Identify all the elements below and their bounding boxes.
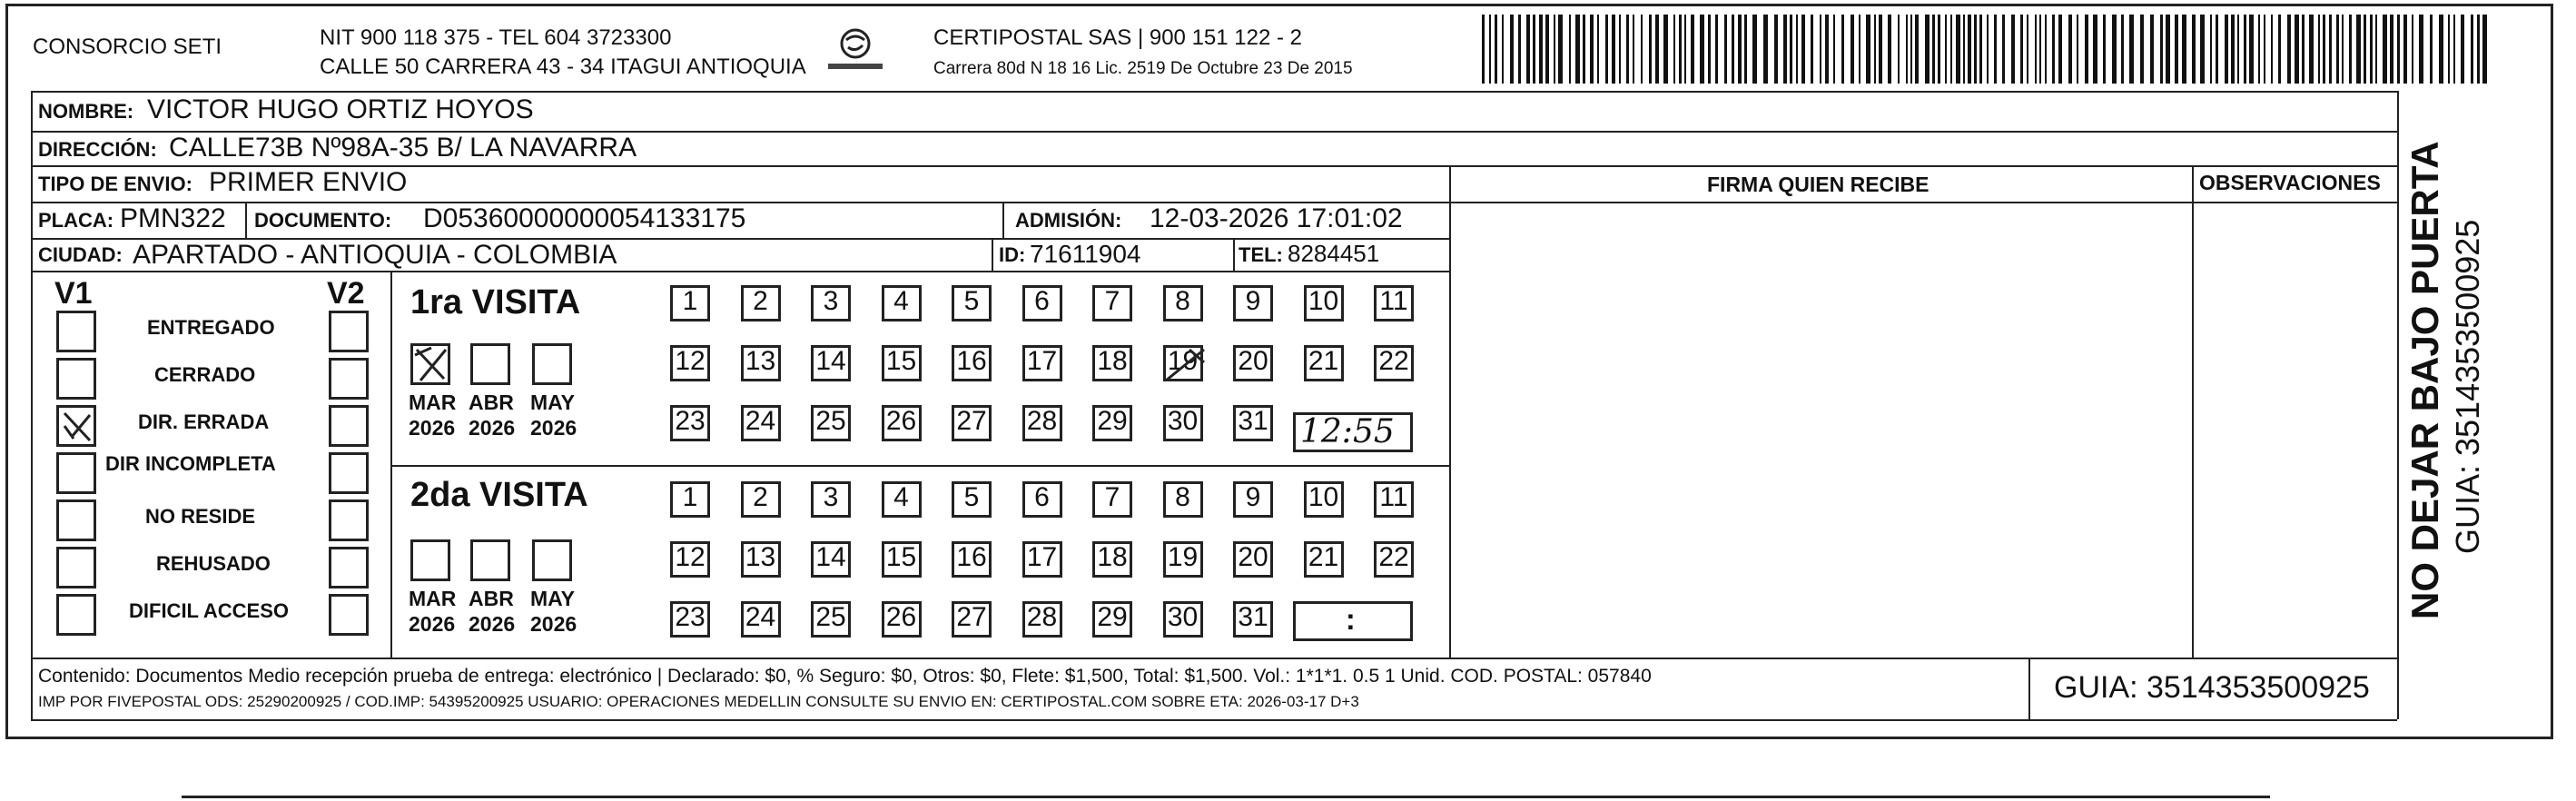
nit-line: NIT 900 118 375 - TEL 604 3723300: [320, 25, 672, 50]
company-address: CALLE 50 CARRERA 43 - 34 ITAGUI ANTIOQUIA: [320, 54, 806, 79]
shipment-type: PRIMER ENVIO: [209, 167, 408, 197]
day-number: 2: [753, 482, 768, 512]
document-label: DOCUMENTO:: [254, 209, 392, 232]
day-box[interactable]: [1163, 541, 1203, 578]
status-label: ENTREGADO: [147, 316, 275, 339]
day-number: 21: [1308, 346, 1339, 376]
visit2-time: :: [1346, 603, 1356, 636]
status-label: CERRADO: [154, 363, 256, 386]
month-checkbox[interactable]: [410, 539, 450, 581]
month-year: 2026: [469, 416, 516, 440]
observations-header: OBSERVACIONES: [2199, 171, 2381, 194]
plate-label: PLACA:: [38, 209, 114, 232]
day-box[interactable]: [1092, 541, 1132, 578]
day-number: 7: [1104, 482, 1120, 512]
day-number: 8: [1175, 286, 1190, 316]
day-box[interactable]: [670, 345, 710, 381]
day-box[interactable]: [1374, 481, 1414, 518]
content-line: Contenido: Documentos Medio recepción prueba de entrega: electrónico | Declarado: $0, % Seguro: $0, Otros: $0, Flete: $1,500, Total: $1,500. Vol.: 1*1*1. 0.5 1 Unid. COD. POSTAL: 057840: [38, 666, 1652, 687]
v2-checkbox[interactable]: [329, 499, 369, 541]
carrier-license: Carrera 80d N 18 16 Lic. 2519 De Octubre 23 De 2015: [933, 59, 1353, 78]
day-number: 31: [1238, 602, 1268, 632]
month-checkbox[interactable]: [470, 539, 510, 581]
day-box[interactable]: [1163, 405, 1203, 441]
day-box[interactable]: [1092, 285, 1132, 321]
day-box[interactable]: [670, 541, 710, 578]
day-number: 31: [1238, 406, 1268, 436]
day-number: 1: [682, 482, 698, 512]
day-number: 1: [682, 286, 698, 316]
visit1-time: 12:55: [1300, 413, 1395, 450]
day-box[interactable]: [1233, 541, 1273, 578]
day-box[interactable]: [1304, 541, 1344, 578]
month-year: 2026: [530, 612, 577, 636]
month-checkbox[interactable]: [410, 343, 450, 385]
id-label: ID:: [999, 243, 1026, 266]
day-box[interactable]: [882, 481, 922, 518]
day-number: 25: [815, 406, 846, 436]
day-box[interactable]: [882, 405, 922, 441]
day-number: 16: [956, 346, 987, 376]
day-number: 11: [1379, 482, 1408, 512]
tel-label: TEL:: [1239, 243, 1283, 266]
tel-number: 8284451: [1288, 240, 1380, 267]
signature-area[interactable]: [1453, 203, 2190, 656]
day-number: 9: [1245, 482, 1261, 512]
day-number: 18: [1097, 346, 1128, 376]
day-box[interactable]: [952, 541, 992, 578]
day-box[interactable]: [670, 285, 710, 321]
document-number: D05360000000054133175: [423, 203, 746, 233]
day-box[interactable]: [1022, 345, 1062, 381]
day-box[interactable]: [1374, 285, 1414, 321]
day-box[interactable]: [741, 481, 781, 518]
day-number: 20: [1238, 346, 1268, 376]
day-number: 29: [1097, 602, 1128, 632]
status-label: NO RESIDE: [145, 505, 256, 528]
day-number: 10: [1308, 482, 1339, 512]
day-number: 28: [1026, 406, 1058, 436]
day-box[interactable]: [741, 285, 781, 321]
day-box[interactable]: [882, 541, 922, 578]
company-name: CONSORCIO SETI: [33, 35, 222, 59]
v1-checkbox[interactable]: [56, 405, 96, 447]
status-label: REHUSADO: [156, 552, 271, 575]
day-box[interactable]: [1233, 481, 1273, 518]
month-label: ABR: [469, 391, 514, 414]
day-box[interactable]: [1233, 405, 1273, 441]
check-mark-icon: [59, 408, 95, 446]
day-number: 12: [675, 542, 706, 572]
admission-date: 12-03-2026 17:01:02: [1150, 203, 1403, 233]
carrier-line: CERTIPOSTAL SAS | 900 151 122 - 2: [933, 25, 1302, 50]
day-box[interactable]: [1304, 345, 1344, 381]
day-number: 26: [885, 602, 917, 632]
v1-header: V1: [54, 276, 93, 311]
day-number: 14: [815, 542, 846, 572]
day-box[interactable]: [670, 481, 710, 518]
check-mark-icon: [413, 346, 449, 384]
name-label: NOMBRE:: [38, 100, 134, 123]
recipient-address: CALLE73B Nº98A-35 B/ LA NAVARRA: [169, 133, 637, 163]
month-year: 2026: [409, 612, 456, 636]
recipient-city: APARTADO - ANTIOQUIA - COLOMBIA: [133, 240, 617, 270]
day-number: 22: [1378, 346, 1409, 376]
day-number: 5: [963, 482, 980, 512]
month-year: 2026: [530, 416, 577, 440]
day-box[interactable]: [811, 285, 851, 321]
id-number: 71611904: [1030, 240, 1141, 268]
day-number: 26: [885, 406, 917, 436]
day-box[interactable]: [952, 345, 992, 381]
day-box[interactable]: [741, 345, 781, 381]
day-number: 27: [956, 602, 987, 632]
day-number: 21: [1308, 542, 1339, 572]
status-label: DIFICIL ACCESO: [129, 599, 290, 622]
day-box[interactable]: [670, 405, 710, 441]
month-label: MAY: [530, 587, 575, 610]
day-number: 24: [745, 602, 776, 632]
month-label: MAR: [409, 587, 457, 610]
day-number: 5: [963, 286, 980, 316]
address-label: DIRECCIÓN:: [38, 138, 157, 161]
day-number: 3: [823, 482, 839, 512]
side-guia: GUIA: 3514353500925: [2449, 219, 2486, 554]
observations-area[interactable]: [2196, 203, 2395, 656]
day-box[interactable]: [1022, 541, 1062, 578]
day-box[interactable]: [952, 405, 992, 441]
day-number: 17: [1026, 346, 1058, 376]
day-number: 11: [1379, 286, 1408, 316]
month-year: 2026: [469, 612, 516, 636]
v1-checkbox[interactable]: [56, 452, 96, 494]
day-number: 30: [1167, 602, 1199, 632]
admission-label: ADMISIÓN:: [1015, 209, 1122, 232]
v1-checkbox[interactable]: [56, 547, 96, 588]
day-box[interactable]: [670, 601, 710, 638]
day-number: 23: [675, 406, 706, 436]
day-number: 9: [1245, 286, 1261, 316]
day-box[interactable]: [811, 481, 851, 518]
month-label: ABR: [469, 587, 514, 610]
day-number: 14: [815, 346, 846, 376]
day-box[interactable]: [1092, 345, 1132, 381]
v2-checkbox[interactable]: [329, 594, 369, 636]
day-number: 18: [1097, 542, 1128, 572]
day-box[interactable]: [741, 405, 781, 441]
day-box[interactable]: [1304, 285, 1344, 321]
day-number: 6: [1034, 482, 1050, 512]
day-box[interactable]: [1233, 345, 1273, 381]
day-number: 30: [1167, 406, 1199, 436]
day-number: 3: [823, 286, 839, 316]
day-box[interactable]: [1233, 285, 1273, 321]
day-box[interactable]: [811, 601, 851, 638]
day-number: 24: [745, 406, 776, 436]
day-box[interactable]: [882, 345, 922, 381]
day-number: 13: [745, 542, 776, 572]
day-number: 29: [1097, 406, 1128, 436]
day-box[interactable]: [1022, 481, 1062, 518]
day-number: 25: [815, 602, 846, 632]
day-number: 6: [1034, 286, 1050, 316]
day-box[interactable]: [1163, 345, 1203, 381]
day-box[interactable]: [1163, 285, 1203, 321]
status-label: DIR. ERRADA: [138, 410, 270, 433]
day-box[interactable]: [1022, 601, 1062, 638]
v1-checkbox[interactable]: [56, 311, 96, 352]
day-number: 13: [745, 346, 776, 376]
day-number: 28: [1026, 602, 1058, 632]
day-number: 8: [1175, 482, 1190, 512]
day-number: 22: [1378, 542, 1409, 572]
day-box[interactable]: [1374, 541, 1414, 578]
day-box[interactable]: [1022, 405, 1062, 441]
day-box[interactable]: [1304, 481, 1344, 518]
plate-number: PMN322: [120, 203, 226, 233]
imp-line: IMP POR FIVEPOSTAL ODS: 25290200925 / COD.IMP: 54395200925 USUARIO: OPERACIONES MEDELLIN CONSULTE SU ENVIO EN: CERTIPOSTAL.COM SOBRE ETA: 2026-03-17 D+3: [38, 693, 1359, 710]
day-number: 2: [753, 286, 768, 316]
day-number: 7: [1104, 286, 1120, 316]
month-year: 2026: [409, 416, 456, 440]
v1-checkbox[interactable]: [56, 358, 96, 400]
day-box[interactable]: [952, 285, 992, 321]
day-box[interactable]: [1022, 285, 1062, 321]
day-number: 19: [1167, 346, 1199, 376]
day-number: 20: [1238, 542, 1268, 572]
day-box[interactable]: [1092, 601, 1132, 638]
day-number: 10: [1308, 286, 1339, 316]
status-label: DIR INCOMPLETA: [105, 452, 276, 475]
day-number: 4: [893, 482, 909, 512]
month-label: MAR: [409, 391, 457, 414]
v2-checkbox[interactable]: [329, 358, 369, 400]
day-box[interactable]: [811, 405, 851, 441]
day-strike-icon: [1162, 344, 1208, 384]
day-box[interactable]: [882, 285, 922, 321]
day-box[interactable]: [1092, 405, 1132, 441]
day-box[interactable]: [1163, 481, 1203, 518]
visit2-title: 2da VISITA: [410, 476, 588, 514]
day-number: 4: [893, 286, 909, 316]
day-box[interactable]: [811, 541, 851, 578]
day-box[interactable]: [1374, 345, 1414, 381]
day-box[interactable]: [952, 481, 992, 518]
v1-checkbox[interactable]: [56, 499, 96, 541]
day-box[interactable]: [1233, 601, 1273, 638]
v1-checkbox[interactable]: [56, 594, 96, 636]
signature-header: FIRMA QUIEN RECIBE: [1707, 173, 1930, 196]
v2-checkbox[interactable]: [329, 547, 369, 588]
type-label: TIPO DE ENVIO:: [38, 173, 192, 195]
day-number: 23: [675, 602, 706, 632]
month-checkbox[interactable]: [470, 343, 510, 385]
v2-checkbox[interactable]: [329, 311, 369, 352]
city-label: CIUDAD:: [38, 243, 123, 266]
recipient-name: VICTOR HUGO ORTIZ HOYOS: [147, 94, 534, 124]
day-number: 27: [956, 406, 987, 436]
v2-checkbox[interactable]: [329, 405, 369, 447]
month-checkbox[interactable]: [532, 539, 572, 581]
side-warning: NO DEJAR BAJO PUERTA: [2403, 141, 2446, 619]
month-label: MAY: [530, 391, 575, 414]
day-box[interactable]: [952, 601, 992, 638]
day-box[interactable]: [811, 345, 851, 381]
day-number: 16: [956, 542, 987, 572]
month-checkbox[interactable]: [532, 343, 572, 385]
footer-guia: GUIA: 3514353500925: [2054, 670, 2370, 705]
day-number: 17: [1026, 542, 1058, 572]
day-number: 15: [885, 542, 917, 572]
v2-checkbox[interactable]: [329, 452, 369, 494]
v2-header: V2: [327, 276, 365, 311]
visit1-title: 1ra VISITA: [410, 283, 581, 321]
day-box[interactable]: [882, 601, 922, 638]
day-box[interactable]: [1163, 601, 1203, 638]
day-box[interactable]: [741, 541, 781, 578]
day-number: 19: [1167, 542, 1199, 572]
day-box[interactable]: [1092, 481, 1132, 518]
day-number: 15: [885, 346, 917, 376]
day-box[interactable]: [741, 601, 781, 638]
day-number: 12: [675, 346, 706, 376]
